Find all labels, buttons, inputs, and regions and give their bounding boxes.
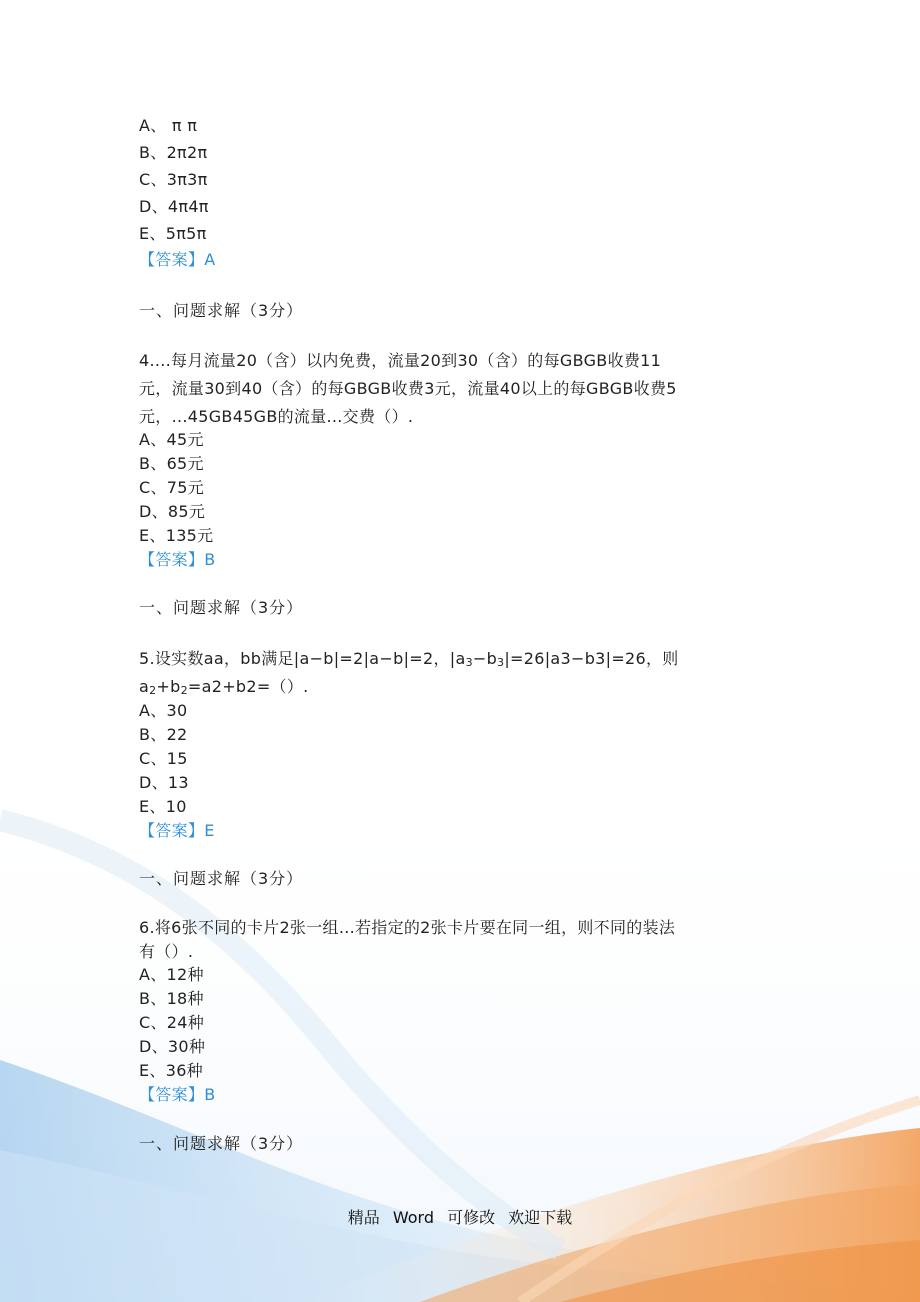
q6-stem-line-2: 有（）.: [139, 942, 194, 961]
section-heading: 一、问题求解（3分）: [139, 869, 304, 888]
q3-answer: 【答案】A: [139, 250, 216, 269]
q5-subscript: 3: [465, 656, 473, 669]
q4-stem-line-3: 元，...45GB45GB的流量...交费（）.: [139, 407, 414, 426]
q5-subscript: 2: [149, 684, 157, 697]
q5-text: =a2+b2=（）.: [187, 677, 309, 696]
q5-option-c: C、15: [139, 749, 188, 768]
q5-text: |=26|a3−b3|=26，则: [504, 649, 679, 668]
q6-option-c: C、24种: [139, 1013, 205, 1032]
q4-option-c: C、75元: [139, 478, 205, 497]
section-heading: 一、问题求解（3分）: [139, 301, 304, 320]
q4-option-d: D、85元: [139, 502, 206, 521]
q5-answer: 【答案】E: [139, 821, 215, 840]
q6-option-d: D、30种: [139, 1037, 206, 1056]
q5-text: 5.设实数aa，bb满足|a−b|=2|a−b|=2，|a: [139, 649, 466, 668]
q4-stem-line-2: 元，流量30到40（含）的每GBGB收费3元，流量40以上的每GBGB收费5: [139, 379, 677, 398]
q5-text: −b: [472, 649, 498, 668]
q3-option-e: E、5π5π: [139, 224, 207, 243]
q3-option-c: C、3π3π: [139, 170, 208, 189]
q6-option-a: A、12种: [139, 965, 204, 984]
q6-option-b: B、18种: [139, 989, 204, 1008]
q5-text: a: [139, 677, 150, 696]
q5-option-e: E、10: [139, 797, 187, 816]
q4-option-a: A、45元: [139, 430, 204, 449]
q5-stem-line-2: [139, 677, 309, 701]
section-heading: 一、问题求解（3分）: [139, 1134, 304, 1153]
q6-option-e: E、36种: [139, 1061, 203, 1080]
q3-option-b: B、2π2π: [139, 143, 208, 162]
q5-subscript: 2: [180, 684, 188, 697]
q5-subscript: 3: [497, 656, 505, 669]
q4-option-e: E、135元: [139, 526, 214, 545]
q4-answer: 【答案】B: [139, 550, 216, 569]
page-footer: 精品 Word 可修改 欢迎下载: [347, 1208, 573, 1227]
q5-text: +b: [156, 677, 181, 696]
q5-option-d: D、13: [139, 773, 189, 792]
q5-option-b: B、22: [139, 725, 188, 744]
section-heading: 一、问题求解（3分）: [139, 598, 304, 617]
q6-stem-line-1: 6.将6张不同的卡片2张一组...若指定的2张卡片要在同一组，则不同的装法: [139, 918, 676, 937]
q4-option-b: B、65元: [139, 454, 204, 473]
q3-option-d: D、4π4π: [139, 197, 209, 216]
q4-stem-line-1: 4....每月流量20（含）以内免费，流量20到30（含）的每GBGB收费11: [139, 351, 662, 370]
q6-answer: 【答案】B: [139, 1085, 216, 1104]
q3-option-a: A、 π π: [139, 116, 198, 135]
q5-stem-line-1: [139, 649, 679, 673]
q5-option-a: A、30: [139, 701, 188, 720]
